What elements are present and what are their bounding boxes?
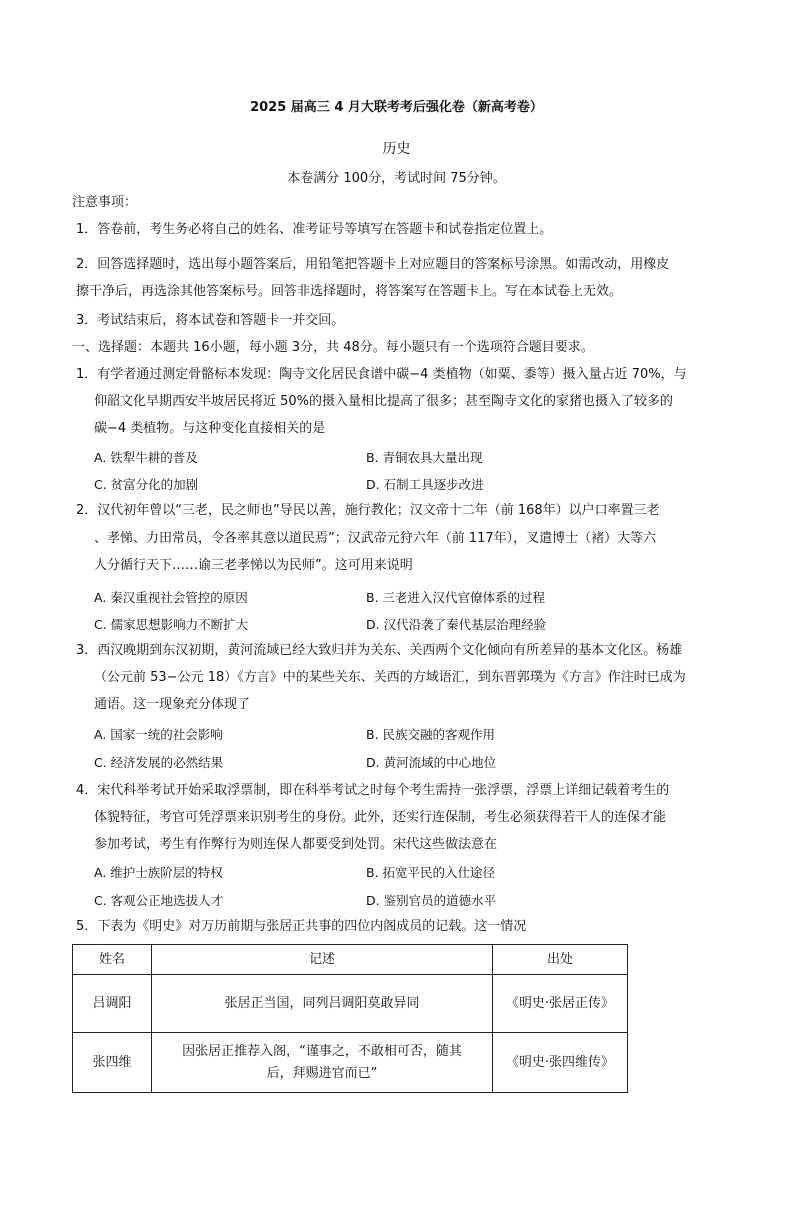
table-cell-source: 《明史·张居正传》 — [493, 975, 628, 1033]
option-d[interactable]: D. 汉代沿袭了秦代基层治理经验 — [366, 617, 547, 632]
desc-line: 后，拜赐进官而已” — [266, 1065, 378, 1081]
desc-line: 张居正当国，同列吕调阳莫敢异同 — [224, 995, 420, 1011]
table-cell-desc — [152, 1033, 493, 1093]
option-b[interactable]: B. 民族交融的客观作用 — [366, 727, 496, 742]
notice-item: 1．答卷前，考生务必将自己的姓名、准考证号等填写在答题卡和试卷指定位置上。 — [76, 222, 553, 237]
question-line: 通语。这一现象充分体现了 — [94, 697, 251, 712]
notice-item: 2．回答选择题时，选出每小题答案后，用铅笔把答题卡上对应题目的答案标号涂黑。如需改动，用橡皮 — [76, 257, 670, 272]
table-row — [73, 1033, 628, 1093]
option-a[interactable]: A. 维护士族阶层的特权 — [94, 865, 223, 880]
question-line: 3．西汉晚期到东汉初期，黄河流域已经大致归并为关东、关西两个文化倾向有所差异的基本文化区。杨雄 — [76, 643, 683, 658]
exam-title: 2025 届高三 4 月大联考考后强化卷（新高考卷） — [250, 100, 543, 115]
option-a[interactable]: A. 国家一统的社会影响 — [94, 727, 223, 742]
section-heading: 一、选择题：本题共 16小题，每小题 3分，共 48分。每小题只有一个选项符合题目要求。 — [72, 340, 594, 355]
notice-item: 3．考试结束后，将本试卷和答题卡一并交回。 — [76, 313, 345, 328]
table-row — [73, 975, 628, 1033]
table-header: 出处 — [493, 945, 628, 975]
option-c[interactable]: C. 儒家思想影响力不断扩大 — [94, 617, 249, 632]
table-header: 姓名 — [73, 945, 152, 975]
option-b[interactable]: B. 青铜农具大量出现 — [366, 450, 483, 465]
question-line: 仰韶文化早期西安半坡居民将近 50%的摄入量相比提高了很多；甚至陶寺文化的家猪也摄入了较多的 — [94, 394, 674, 409]
option-a[interactable]: A. 铁犁牛耕的普及 — [94, 450, 198, 465]
desc-line: 因张居正推荐入阁，“谨事之，不敢相可否，随其 — [182, 1043, 462, 1059]
notice-item: 擦干净后，再选涂其他答案标号。回答非选择题时，将答案写在答题卡上。写在本试卷上无效。 — [76, 284, 623, 299]
option-b[interactable]: B. 拓宽平民的入仕途径 — [366, 865, 496, 880]
option-c[interactable]: C. 客观公正地选拔人才 — [94, 893, 224, 908]
option-d[interactable]: D. 石制工具逐步改进 — [366, 477, 484, 492]
table-cell-source: 《明史·张四维传》 — [493, 1033, 628, 1093]
exam-meta: 本卷满分 100分，考试时间 75分钟。 — [287, 171, 506, 186]
question-line: 5．下表为《明史》对万历前期与张居正共事的四位内阁成员的记载。这一情况 — [76, 919, 527, 934]
option-c[interactable]: C. 贫富分化的加剧 — [94, 477, 199, 492]
table-cell-name: 张四维 — [73, 1033, 152, 1093]
table-cell-desc — [152, 975, 493, 1033]
question-line: 、孝悌、力田常员，令各率其意以道民焉”；汉武帝元狩六年（前 117年），叉遣博士（褚）大等六 — [94, 531, 657, 546]
option-b[interactable]: B. 三老进入汉代官僚体系的过程 — [366, 590, 546, 605]
option-d[interactable]: D. 黄河流域的中心地位 — [366, 755, 497, 770]
question-line: （公元前 53−公元 18）《方言》中的某些关东、关西的方域语汇，到东晋郭璞为《方言》作注时已成为 — [94, 670, 686, 685]
option-c[interactable]: C. 经济发展的必然结果 — [94, 755, 224, 770]
question-line: 体貌特征，考官可凭浮票来识别考生的身份。此外，还实行连保制，考生必须获得若干人的连保才能 — [94, 810, 667, 825]
table-header: 记述 — [152, 945, 493, 975]
question-line: 1．有学者通过测定骨骼标本发现：陶寺文化居民食谱中碳−4 类植物（如粟、黍等）摄入量占近 70%，与 — [76, 367, 687, 382]
table-header-row — [73, 945, 628, 975]
question-line: 碳−4 类植物。与这种变化直接相关的是 — [94, 421, 326, 436]
table-cell-name: 吕调阳 — [73, 975, 152, 1033]
question-line: 2．汉代初年曾以“三老，民之师也”导民以善，施行教化；汉文帝十二年（前 168年）以户口率置三老 — [76, 503, 660, 518]
question-line: 参加考试，考生有作弊行为则连保人都要受到处罚。宋代这些做法意在 — [94, 837, 498, 852]
option-a[interactable]: A. 秦汉重视社会管控的原因 — [94, 590, 248, 605]
subject-heading: 历史 — [382, 141, 411, 157]
question-line: 人分循行天下……谕三老孝悌以为民师”。这可用来说明 — [94, 558, 413, 573]
question-line: 4．宋代科举考试开始采取浮票制，即在科举考试之时每个考生需持一张浮票，浮票上详细记载着考生的 — [76, 783, 670, 798]
record-table — [72, 944, 628, 1093]
notice-heading: 注意事项： — [72, 195, 138, 210]
option-d[interactable]: D. 鉴别官员的道德水平 — [366, 893, 497, 908]
